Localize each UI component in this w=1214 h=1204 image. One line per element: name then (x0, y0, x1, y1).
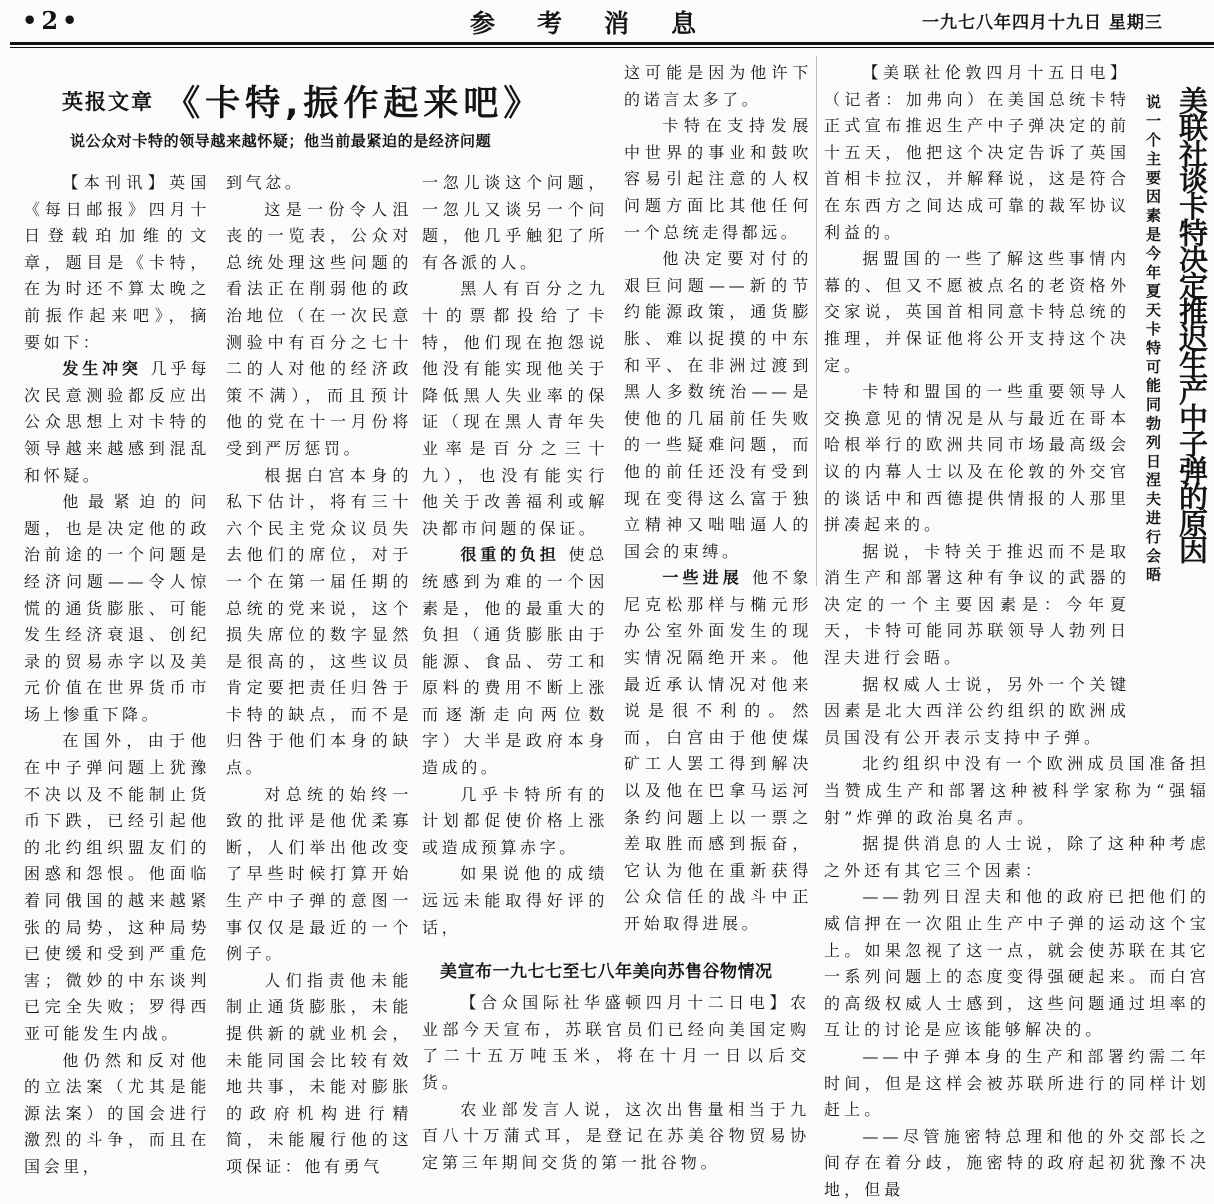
ap-article-wide (824, 751, 1210, 1203)
middle-columns (422, 60, 812, 941)
ap-article (824, 60, 1210, 1204)
ap-article-column (824, 60, 1130, 751)
newspaper-name: 参考消息 (470, 9, 739, 38)
paragraph: 他仍然和反对他的立法案（尤其是能源法案）的国会进行激烈的斗争，而且在国会里， (24, 1050, 210, 1176)
paragraph: 这是一份令人沮丧的一览表，公众对总统处理这些问题的看法正在削弱他的政治地位（在一次民意测验中有百分之七十二的人对他的经济政策不满），而且预计他的党在十一月份将受到严厉惩罚。 (226, 199, 412, 458)
grain-article-title: 美宣布一九七七至七八年美向苏售谷物情况 (440, 962, 773, 983)
paragraph: ——中子弹本身的生产和部署约需二年时间，但是这样会被苏联所进行的同样计划赶上。 (824, 1046, 1210, 1120)
middle-section (422, 60, 812, 1176)
grain-article-body (422, 990, 810, 1176)
paragraph: 根据白宫本身的私下估计，将有三十六个民主党众议员失去他们的席位，对于一个在第一届任期的总统的党来说，这个损失席位的数字显然是很高的，这些议员肯定要把责任归咎于卡特的缺点，而不是归咎于他们本身的缺点。 (226, 465, 412, 778)
section-lead: 一些进展 (662, 568, 743, 588)
header-rule (10, 42, 1214, 45)
section-lead: 很重的负担 (460, 545, 560, 565)
headline-title: 《卡特,振作起来吧》 (165, 84, 544, 124)
issue-date: 一九七八年四月十九日 星期三 (922, 13, 1163, 33)
paragraph: 黑人有百分之九十的票都投给了卡特，他们现在抱怨说他没有能实现他关于降低黑人失业率的保证（现在黑人青年失业率是百分之三十九），也没有能实行他关于改善福利或解决都市问题的保证。 (422, 279, 608, 538)
paragraph: 据说，卡特关于推迟而不是取消生产和部署这种有争议的武器的决定的一个主要因素是：今年夏天，卡特可能同苏联领导人勃列日涅夫进行会晤。 (824, 541, 1130, 668)
paragraph: ——勃列日涅夫和他的政府已把他们的威信押在一次阻止生产中子弹的运动这个宝上。如果忽视了这一点，就会使苏联在其它一系列问题上的态度变得强硬起来。而白宫的高级权威人士感到，这些问题通过坦率的互让的讨论是应该能够解决的。 (824, 887, 1210, 1040)
main-subheadline: 说公众对卡特的领导越来越怀疑；他当前最紧迫的是经济问题 (70, 132, 492, 150)
article-column-1 (24, 170, 210, 1181)
paragraph: 【美联社伦敦四月十五日电】（记者：加弗向）在美国总统卡特正式宣布推迟生产中子弹决定的前十五天，他把这个决定告诉了英国首相卡拉汉，并解释说，这是符合在东西方之间达成可靠的裁军协议利益的。 (824, 63, 1130, 242)
paragraph: 人们指责他未能制止通货膨胀，未能提供新的就业机会，未能同国会比较有效地共事，未能对膨胀的政府机构进行精简，未能履行他的这项保证：他有勇气 (226, 970, 412, 1176)
paragraph: 对总统的始终一致的批评是他优柔寡断，人们举出他改变了早些时候打算开始生产中子弹的意图一事仅仅是最近的一个例子。 (226, 784, 412, 964)
paragraph: 他最紧迫的问题，也是决定他的政治前途的一个问题是经济问题——令人惊慌的通货膨胀、可能发生经济衰退、创纪录的贸易赤字以及美元价值在世界货币市场上惨重下降。 (24, 492, 210, 724)
paragraph: 卡特在支持发展中世界的事业和鼓吹容易引起注意的人权问题方面比其他任何一个总统走得都远。 (624, 116, 812, 242)
paragraph-text: 使总统感到为难的一个因素是，他的最重大的负担（通货膨胀由于能源、食品、劳工和原料的费用不断上涨而逐渐走向两位数字）大半是政府本身造成的。 (422, 545, 608, 778)
article-column-2 (226, 170, 412, 1181)
paragraph: 如果说他的成绩远远未能取得好评的话， (422, 864, 608, 937)
paragraph: 据提供消息的人士说，除了这种种考虑之外还有其它三个因素： (824, 834, 1210, 880)
headline-kicker: 英报文章 (62, 90, 154, 114)
paragraph: ——尽管施密特总理和他的外交部长之间存在着分歧，施密特的政府起初犹豫不决地，但最 (824, 1126, 1210, 1199)
page-number: •2• (22, 6, 82, 35)
paragraph: 【合众国际社华盛顿四月十二日电】农业部今天宣布，苏联官员们已经向美国定购了二十五万吨玉米，将在十月一日以后交货。 (422, 993, 810, 1092)
ap-article-title: 美联社谈卡特决定推迟生产中子弹的原因 (1175, 86, 1209, 562)
paragraph-text: 几乎每次民意测验都反应出公众思想上对卡特的领导越来越感到混乱和怀疑。 (24, 359, 210, 485)
column-divider (816, 56, 817, 586)
paragraph-text: 他不象尼克松那样与椭元形办公室外面发生的现实情况隔绝开来。他最近承认情况对他来说是很不利的。然而，白宫由于他使煤矿工人罢工得到解决以及他在巴拿马运河条约问题上以一票之差取胜而感到振奋，它认为他在重新获得公众信任的战斗中正开始取得进展。 (624, 568, 812, 933)
paragraph: 北约组织中没有一个欧洲成员国准备担当赞成生产和部署这种被科学家称为“强辐射”炸弹的政治臭名声。 (824, 754, 1210, 827)
section-lead: 发生冲突 (62, 359, 142, 379)
paragraph: 在国外，由于他在中子弹问题上犹豫不决以及不能制止货币下跌，已经引起他的北约组织盟友们的困惑和怨恨。他面临着同俄国的越来越紧张的局势，这种局势已使缓和受到严重危害；微妙的中东谈判已完全失败；罗得西亚可能发生内战。 (24, 731, 210, 1043)
paragraph: 农业部发言人说，这次出售量相当于九百八十万蒲式耳，是登记在苏美谷物贸易协定第三年期间交货的第一批谷物。 (422, 1099, 810, 1172)
article-column-3 (422, 170, 608, 941)
paragraph: 一忽儿谈这个问题，一忽儿又谈另一个问题，他几乎触犯了所有各派的人。 (422, 173, 608, 272)
paragraph (24, 356, 210, 489)
paragraph: 这可能是因为他许下的诺言太多了。 (624, 63, 812, 109)
paragraph: 【本刊讯】英国《每日邮报》四月十日登载珀加维的文章，题目是《卡特，在为时还不算太晚之前振作起来吧》，摘要如下： (24, 173, 210, 352)
ap-article-subtitle: 说一个主要因素是今年夏天卡特可能同勃列日涅夫进行会晤 (1144, 94, 1162, 586)
paragraph: 几乎卡特所有的计划都促使价格上涨或造成预算赤字。 (422, 784, 608, 857)
paragraph: 据权威人士说，另外一个关键因素是北大西洋公约组织的欧洲成员国没有公开表示支持中子弹。 (824, 674, 1130, 747)
paragraph (422, 542, 608, 781)
paragraph: 据盟国的一些了解这些事情内幕的、但又不愿被点名的老资格外交家说，英国首相同意卡特总统的推理，并保证他将公开支持这个决定。 (824, 249, 1130, 375)
paragraph: 卡特和盟国的一些重要领导人交换意见的情况是从与最近在哥本哈根举行的欧洲共同市场最高级会议的内幕人士以及在伦敦的外交官的谈话中和西德提供情报的人那里拼凑起来的。 (824, 382, 1130, 535)
article-column-4 (624, 60, 812, 938)
header-rule-thin (10, 47, 1214, 48)
paragraph: 他决定要对付的艰巨问题——新的节约能源政策，通货膨胀、难以捉摸的中东和平、在非洲过渡到黑人多数统治——是使他的几届前任失败的一些疑难问题，而他的前任还没有受到现在变得这么富于独立精神又咄咄逼人的国会的束缚。 (624, 249, 812, 561)
paragraph: 到气忿。 (226, 173, 305, 192)
paragraph (624, 565, 812, 937)
